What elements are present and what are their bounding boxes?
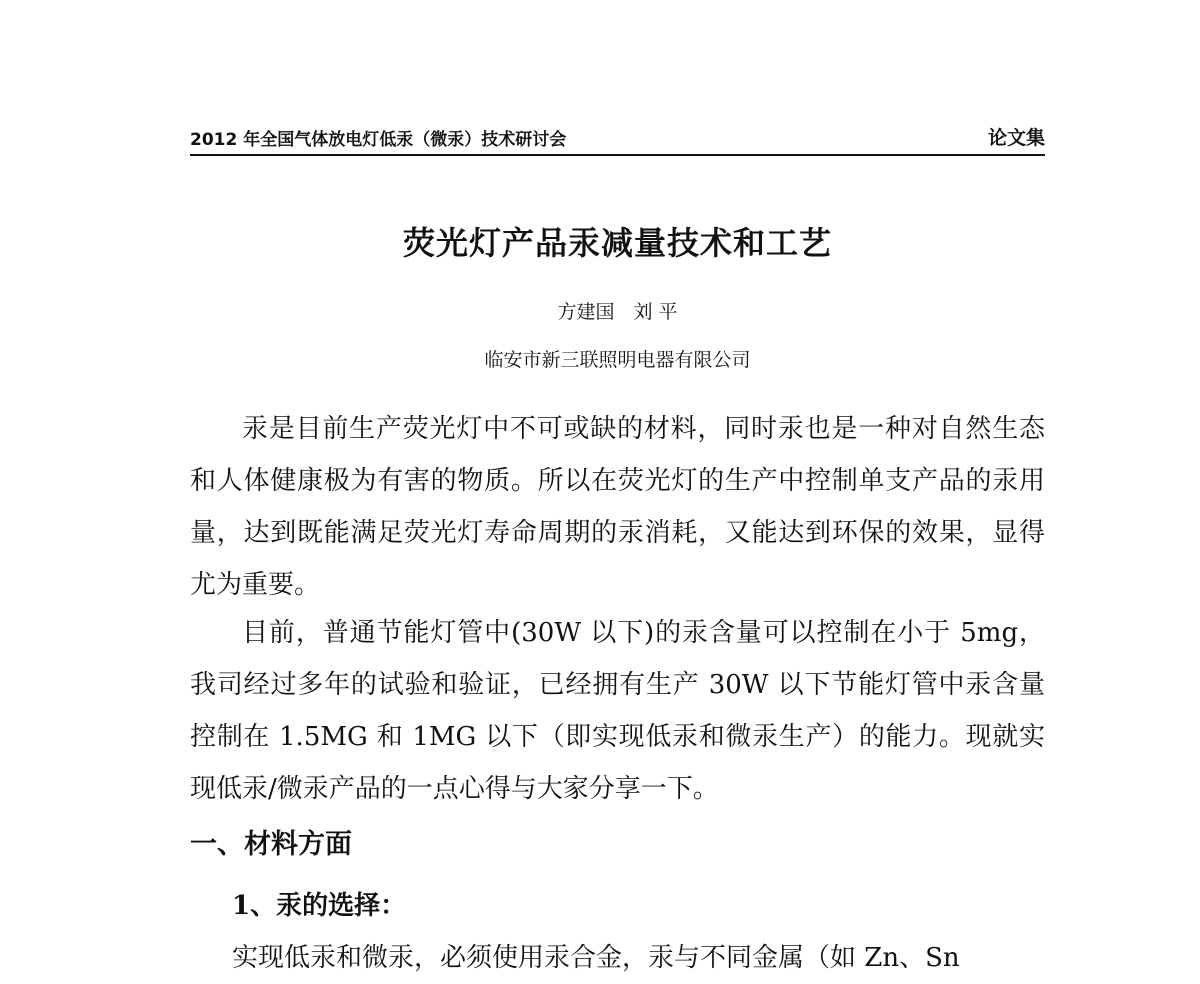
section-heading: 一、材料方面: [190, 829, 352, 860]
header-proceedings-label: 论文集: [987, 127, 1045, 149]
subsection-heading: 1、汞的选择：: [232, 891, 407, 921]
paper-title: 荧光灯产品汞减量技术和工艺: [402, 224, 832, 262]
header-conference-name: 2012 年全国气体放电灯低汞（微汞）技术研讨会: [190, 130, 567, 150]
paper-affiliation: 临安市新三联照明电器有限公司: [484, 349, 751, 371]
body-paragraph-3-partial: 实现低汞和微汞，必须使用汞合金，汞与不同金属（如 Zn、Sn: [232, 943, 960, 973]
paper-authors: 方建国 刘 平: [557, 301, 678, 323]
running-header: [190, 120, 1045, 156]
body-paragraph-2: 目前，普通节能灯管中(30W 以下)的汞含量可以控制在小于 5mg，我司经过多年的试验和验证，已经拥有生产 30W 以下节能灯管中汞含量控制在 1.5MG 和 1MG 以下（即实现低汞和微汞生产）的能力。现就实现低汞/微汞产品的一点心得与大家分享一下。: [190, 618, 1045, 804]
body-paragraph-1: 汞是目前生产荧光灯中不可或缺的材料，同时汞也是一种对自然生态和人体健康极为有害的物质。所以在荧光灯的生产中控制单支产品的汞用量，达到既能满足荧光灯寿命周期的汞消耗，又能达到环保的效果，显得尤为重要。: [190, 414, 1045, 600]
